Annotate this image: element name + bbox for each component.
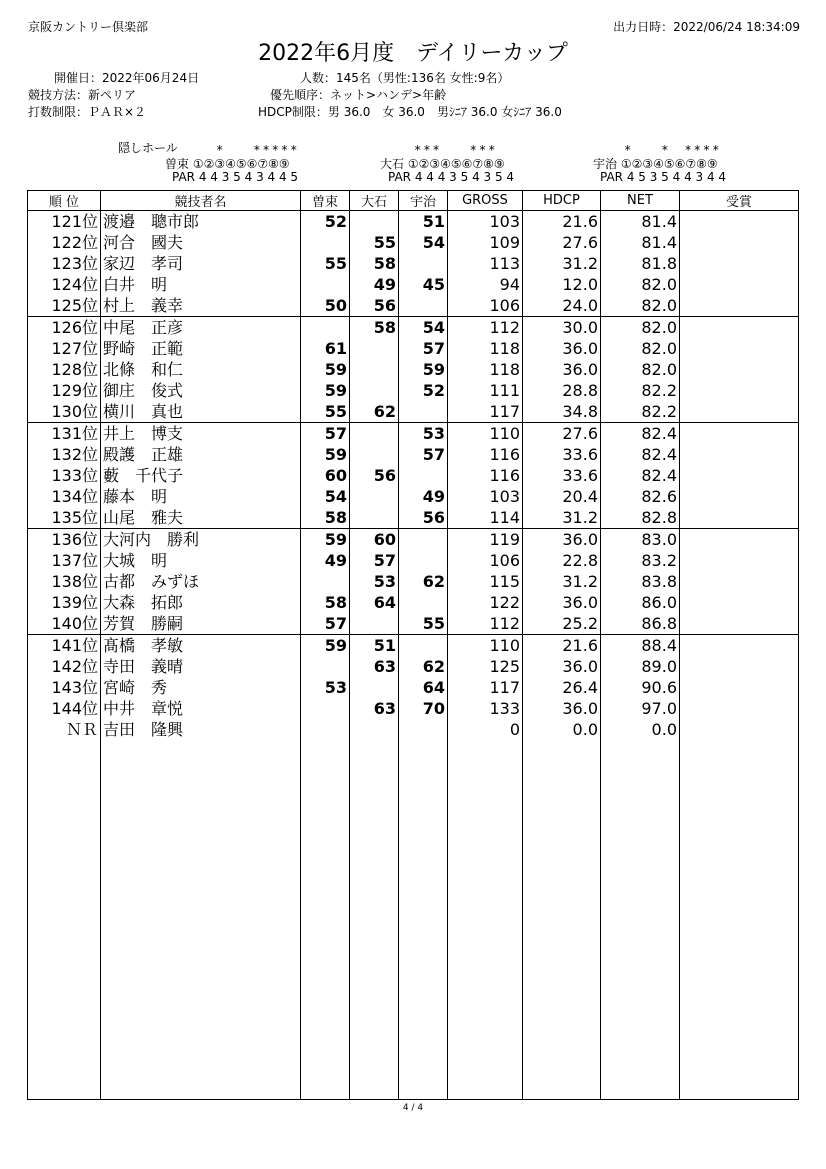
cell-player-name: 古都 みずほ [101,571,301,592]
cell-hdcp: 27.6 [523,232,601,253]
cell-hdcp: 36.0 [523,338,601,359]
table-row [28,232,799,253]
cell-gross: 111 [448,380,523,401]
cell-gross: 112 [448,613,523,635]
cell-hdcp: 21.6 [523,211,601,233]
cell-net: 83.8 [601,571,680,592]
cell-gross: 133 [448,698,523,719]
cell-player-name: 横川 真也 [101,401,301,423]
cell-rank: 128位 [28,359,101,380]
cell-net: 82.0 [601,359,680,380]
cell-score-sozuka [301,274,350,295]
cell-score-uji: 52 [399,380,448,401]
stroke-limit: 打数制限：ＰＡＲ×２ [28,105,147,119]
cell-score-oishi: 57 [350,550,399,571]
table-row [28,423,799,445]
cell-player-name: 白井 明 [101,274,301,295]
cell-score-sozuka [301,317,350,339]
cell-hdcp: 34.8 [523,401,601,423]
cell-rank: 144位 [28,698,101,719]
cell-score-uji: 64 [399,677,448,698]
cell-player-name: 渡邉 聰市郎 [101,211,301,233]
course-oishi: 大石 ①②③④⑤⑥⑦⑧⑨ [380,157,505,171]
cell-award [680,253,799,274]
cell-gross: 103 [448,211,523,233]
empty-cell [601,740,680,1100]
par-sozuka: PAR 4 4 3 5 4 3 4 4 5 [172,170,299,184]
cell-rank: 124位 [28,274,101,295]
col-hdcp: HDCP [523,191,601,211]
table-row [28,401,799,423]
cell-gross: 122 [448,592,523,613]
cell-score-sozuka: 58 [301,507,350,529]
cell-award [680,274,799,295]
cell-hdcp: 30.0 [523,317,601,339]
table-empty-area [28,740,799,1100]
cell-net: 82.2 [601,401,680,423]
cell-player-name: 山尾 雅夫 [101,507,301,529]
cell-net: 83.0 [601,529,680,551]
cell-player-name: 家辺 孝司 [101,253,301,274]
cell-gross: 118 [448,338,523,359]
table-row [28,211,799,233]
cell-award [680,401,799,423]
cell-score-uji: 51 [399,211,448,233]
cell-net: 86.0 [601,592,680,613]
cell-score-sozuka [301,571,350,592]
cell-net: 0.0 [601,719,680,740]
cell-gross: 118 [448,359,523,380]
cell-rank: 137位 [28,550,101,571]
cell-score-oishi [350,211,399,233]
cell-hdcp: 28.8 [523,380,601,401]
table-row [28,253,799,274]
cell-player-name: 大森 拓郎 [101,592,301,613]
cell-score-oishi [350,677,399,698]
cell-gross: 94 [448,274,523,295]
table-row [28,380,799,401]
cell-rank: 142位 [28,656,101,677]
par-oishi: PAR 4 4 4 3 5 4 3 5 4 [388,170,515,184]
cell-score-sozuka: 52 [301,211,350,233]
cell-hdcp: 27.6 [523,423,601,445]
cell-hdcp: 12.0 [523,274,601,295]
cell-net: 82.0 [601,338,680,359]
cell-award [680,295,799,317]
cell-hdcp: 20.4 [523,486,601,507]
cell-score-uji: 54 [399,317,448,339]
cell-score-uji [399,592,448,613]
cell-award [680,232,799,253]
cell-score-oishi: 63 [350,698,399,719]
cell-score-oishi: 58 [350,253,399,274]
cell-gross: 117 [448,677,523,698]
cell-score-oishi: 63 [350,656,399,677]
cell-score-oishi [350,507,399,529]
cell-award [680,592,799,613]
table-row [28,317,799,339]
cell-gross: 106 [448,295,523,317]
cell-net: 82.4 [601,465,680,486]
cell-score-sozuka: 59 [301,359,350,380]
cell-player-name: 寺田 義晴 [101,656,301,677]
cell-score-uji: 49 [399,486,448,507]
cell-gross: 103 [448,486,523,507]
cell-score-uji: 54 [399,232,448,253]
cell-award [680,317,799,339]
cell-net: 90.6 [601,677,680,698]
cell-score-uji [399,529,448,551]
cell-player-name: 井上 博支 [101,423,301,445]
cell-award [680,486,799,507]
cell-score-uji: 70 [399,698,448,719]
cell-net: 81.4 [601,211,680,233]
cell-hdcp: 0.0 [523,719,601,740]
cell-net: 86.8 [601,613,680,635]
event-date: 開催日：2022年06月24日 [54,71,200,85]
cell-rank: 133位 [28,465,101,486]
cell-score-uji: 56 [399,507,448,529]
cell-net: 82.4 [601,444,680,465]
cell-rank: 130位 [28,401,101,423]
cell-hdcp: 25.2 [523,613,601,635]
cell-score-uji: 53 [399,423,448,445]
cell-player-name: 大城 明 [101,550,301,571]
cell-score-uji [399,719,448,740]
cell-score-uji [399,635,448,657]
cell-award [680,465,799,486]
cell-hdcp: 21.6 [523,635,601,657]
cell-score-sozuka: 49 [301,550,350,571]
course-uji: 宇治 ①②③④⑤⑥⑦⑧⑨ [593,157,718,171]
cell-net: 82.2 [601,380,680,401]
cell-score-oishi: 64 [350,592,399,613]
cell-score-oishi [350,338,399,359]
cell-award [680,635,799,657]
cell-hdcp: 36.0 [523,656,601,677]
cell-net: 97.0 [601,698,680,719]
cell-score-sozuka: 59 [301,529,350,551]
cell-award [680,677,799,698]
cell-hdcp: 24.0 [523,295,601,317]
cell-score-oishi [350,444,399,465]
cell-net: 82.0 [601,317,680,339]
cell-gross: 113 [448,253,523,274]
cell-gross: 115 [448,571,523,592]
cell-score-uji [399,253,448,274]
cell-score-uji [399,550,448,571]
cell-player-name: 大河内 勝利 [101,529,301,551]
cell-score-oishi: 58 [350,317,399,339]
cell-score-oishi: 60 [350,529,399,551]
cell-award [680,507,799,529]
cell-score-oishi [350,719,399,740]
hidden-holes-stars-sozuka: * ***** [216,143,300,157]
cell-score-sozuka: 60 [301,465,350,486]
cell-score-sozuka [301,232,350,253]
cell-score-oishi: 49 [350,274,399,295]
cell-hdcp: 26.4 [523,677,601,698]
table-row [28,571,799,592]
cell-award [680,571,799,592]
cell-net: 83.2 [601,550,680,571]
empty-cell [101,740,301,1100]
cell-score-sozuka: 59 [301,444,350,465]
cell-gross: 109 [448,232,523,253]
cell-hdcp: 31.2 [523,253,601,274]
cell-rank: 125位 [28,295,101,317]
cell-score-oishi: 51 [350,635,399,657]
cell-score-sozuka: 50 [301,295,350,317]
page-title: 2022年6月度 デイリーカップ [258,41,568,66]
cell-score-uji: 62 [399,571,448,592]
table-row [28,613,799,635]
cell-gross: 117 [448,401,523,423]
cell-rank: 129位 [28,380,101,401]
info-right [258,70,562,121]
cell-rank: 134位 [28,486,101,507]
hidden-holes-label: 隠しホール [118,141,178,155]
cell-score-sozuka: 53 [301,677,350,698]
empty-cell [350,740,399,1100]
cell-rank: 122位 [28,232,101,253]
cell-net: 81.4 [601,232,680,253]
cell-rank: 121位 [28,211,101,233]
cell-player-name: 藤本 明 [101,486,301,507]
cell-player-name: 御庄 俊式 [101,380,301,401]
cell-rank: 126位 [28,317,101,339]
cell-gross: 110 [448,423,523,445]
cell-player-name: 宮崎 秀 [101,677,301,698]
cell-rank: ＮＲ [28,719,101,740]
print-timestamp: 出力日時：2022/06/24 18:34:09 [613,20,800,34]
cell-player-name: 髙橋 孝敏 [101,635,301,657]
cell-score-oishi: 55 [350,232,399,253]
cell-award [680,613,799,635]
table-row [28,719,799,740]
cell-rank: 132位 [28,444,101,465]
cell-score-sozuka [301,698,350,719]
cell-player-name: 藪 千代子 [101,465,301,486]
empty-cell [399,740,448,1100]
cell-rank: 136位 [28,529,101,551]
cell-award [680,338,799,359]
cell-score-sozuka [301,719,350,740]
cell-net: 82.0 [601,274,680,295]
col-net: NET [601,191,680,211]
cell-player-name: 北條 和仁 [101,359,301,380]
cell-net: 81.8 [601,253,680,274]
cell-hdcp: 31.2 [523,507,601,529]
cell-score-sozuka: 54 [301,486,350,507]
cell-rank: 139位 [28,592,101,613]
cell-score-uji [399,401,448,423]
cell-player-name: 村上 義幸 [101,295,301,317]
col-gross: GROSS [448,191,523,211]
table-row [28,444,799,465]
empty-cell [28,740,101,1100]
cell-score-uji: 45 [399,274,448,295]
cell-score-sozuka: 57 [301,423,350,445]
cell-rank: 127位 [28,338,101,359]
cell-award [680,359,799,380]
col-sozuka: 曽束 [301,191,350,211]
empty-cell [523,740,601,1100]
cell-score-uji: 55 [399,613,448,635]
table-header-row [28,191,799,211]
cell-player-name: 中井 章悦 [101,698,301,719]
table-row [28,592,799,613]
cell-player-name: 河合 國夫 [101,232,301,253]
results-body [28,211,799,1100]
cell-score-uji: 62 [399,656,448,677]
cell-score-uji: 57 [399,444,448,465]
cell-gross: 116 [448,444,523,465]
cell-hdcp: 33.6 [523,465,601,486]
cell-gross: 0 [448,719,523,740]
cell-score-sozuka: 57 [301,613,350,635]
cell-hdcp: 36.0 [523,529,601,551]
table-row [28,465,799,486]
empty-cell [680,740,799,1100]
cell-net: 82.0 [601,295,680,317]
cell-gross: 119 [448,529,523,551]
cell-score-sozuka [301,656,350,677]
cell-hdcp: 36.0 [523,359,601,380]
cell-gross: 125 [448,656,523,677]
cell-gross: 110 [448,635,523,657]
cell-award [680,444,799,465]
cell-hdcp: 33.6 [523,444,601,465]
cell-score-oishi: 56 [350,465,399,486]
table-row [28,274,799,295]
cell-gross: 116 [448,465,523,486]
cell-hdcp: 22.8 [523,550,601,571]
cell-net: 82.4 [601,423,680,445]
hdcp-limit: HDCP制限：男 36.0 女 36.0 男ｼﾆｱ 36.0 女ｼﾆｱ 36.0 [258,105,562,119]
col-oishi: 大石 [350,191,399,211]
cell-award [680,656,799,677]
cell-rank: 140位 [28,613,101,635]
table-row [28,359,799,380]
competition-method: 競技方法：新ペリア [28,88,137,102]
col-award: 受賞 [680,191,799,211]
col-player-name: 競技者名 [101,191,301,211]
cell-gross: 112 [448,317,523,339]
cell-net: 82.6 [601,486,680,507]
cell-score-uji: 57 [399,338,448,359]
cell-rank: 135位 [28,507,101,529]
cell-score-uji [399,465,448,486]
cell-score-sozuka: 58 [301,592,350,613]
cell-player-name: 中尾 正彦 [101,317,301,339]
cell-award [680,423,799,445]
cell-score-sozuka: 55 [301,253,350,274]
cell-rank: 131位 [28,423,101,445]
results-table [27,190,799,1100]
course-sozuka: 曽束 ①②③④⑤⑥⑦⑧⑨ [165,157,290,171]
cell-net: 89.0 [601,656,680,677]
participant-count: 人数：145名（男性:136名 女性:9名） [300,71,510,85]
col-rank: 順 位 [28,191,101,211]
cell-score-sozuka: 61 [301,338,350,359]
cell-score-oishi [350,380,399,401]
table-row [28,507,799,529]
table-row [28,677,799,698]
cell-award [680,719,799,740]
cell-award [680,550,799,571]
cell-score-sozuka: 59 [301,380,350,401]
cell-player-name: 吉田 隆興 [101,719,301,740]
cell-score-oishi [350,423,399,445]
cell-score-oishi [350,359,399,380]
cell-score-oishi: 62 [350,401,399,423]
cell-score-oishi: 53 [350,571,399,592]
cell-rank: 141位 [28,635,101,657]
table-row [28,486,799,507]
hidden-holes-stars-uji: * * **** [624,143,722,157]
table-row [28,635,799,657]
cell-score-oishi [350,613,399,635]
cell-score-oishi: 56 [350,295,399,317]
cell-score-sozuka: 55 [301,401,350,423]
cell-player-name: 殿護 正雄 [101,444,301,465]
cell-player-name: 芳賀 勝嗣 [101,613,301,635]
cell-net: 88.4 [601,635,680,657]
cell-hdcp: 31.2 [523,571,601,592]
par-uji: PAR 4 5 3 5 4 4 3 4 4 [600,170,727,184]
page-number: 4 / 4 [402,1103,424,1113]
priority-order: 優先順序：ネット>ハンデ>年齢 [270,88,447,102]
cell-player-name: 野崎 正範 [101,338,301,359]
cell-award [680,529,799,551]
cell-award [680,698,799,719]
empty-cell [448,740,523,1100]
table-row [28,550,799,571]
info-left [28,70,199,121]
cell-award [680,380,799,401]
cell-gross: 106 [448,550,523,571]
cell-rank: 123位 [28,253,101,274]
cell-rank: 143位 [28,677,101,698]
cell-net: 82.8 [601,507,680,529]
cell-score-uji: 59 [399,359,448,380]
cell-hdcp: 36.0 [523,592,601,613]
table-row [28,529,799,551]
cell-hdcp: 36.0 [523,698,601,719]
table-row [28,656,799,677]
table-row [28,698,799,719]
table-row [28,295,799,317]
cell-score-uji [399,295,448,317]
cell-award [680,211,799,233]
cell-rank: 138位 [28,571,101,592]
empty-cell [301,740,350,1100]
table-row [28,338,799,359]
cell-gross: 114 [448,507,523,529]
club-name: 京阪カントリー倶楽部 [28,20,149,34]
cell-score-sozuka: 59 [301,635,350,657]
col-uji: 宇治 [399,191,448,211]
cell-score-oishi [350,486,399,507]
hidden-holes-stars-oishi: *** *** [414,143,498,157]
